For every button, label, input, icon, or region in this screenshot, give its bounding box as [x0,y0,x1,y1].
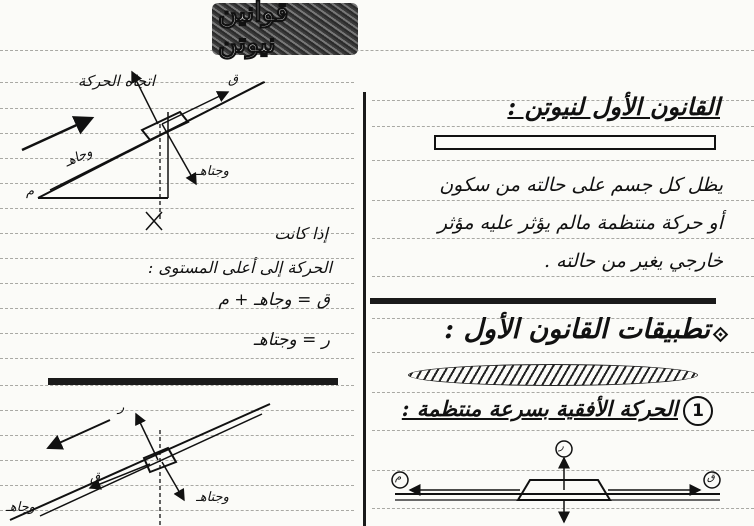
label-weight-cos: وجتاهـ [196,164,229,179]
application-1-title: الحركة الأفقية بسرعة منتظمة : [401,396,678,421]
label-normal-r-lower: ر [118,400,125,415]
equation-force: ق = وجاهـ + م [218,290,330,310]
motion-direction-label: اتجاه الحركة [77,72,155,90]
lower-incline-diagram [10,404,270,526]
applications-heading: تطبيقات القانون الأول : [444,314,710,345]
law-statement-line-3: خارجي يغير من حالته . [543,250,723,272]
application-number-badge: 1 [683,396,713,426]
condition-label: إذا كانت [274,224,328,243]
label-force-q-lower: ق [90,470,101,485]
motion-up-label: الحركة إلى أعلى المستوى : [147,258,332,277]
upper-incline-diagram [22,72,265,230]
equation-normal: ر = وجتاهـ [253,330,330,350]
label-left-force: م [395,472,402,483]
label-force-q: ق [228,72,239,87]
law-statement-line-2: أو حركة منتظمة مالم يؤثر عليه مؤثر [437,212,723,234]
law-statement-line-1: يظل كل جسم على حالته من سكون [439,174,723,196]
page-title: قوانين نيوتن [218,0,289,59]
label-r-circle: ر [559,441,564,452]
label-weight-cos-lower: وجتاهـ [196,490,229,505]
label-weight-sin-lower: وجاهـ [6,500,35,515]
label-friction-m: م [26,184,35,199]
label-weight-sin: وجاهـ [62,144,95,171]
first-law-heading: القانون الأول لنيوتن : [507,92,720,121]
label-right-force: ق [707,472,715,483]
horizontal-motion-diagram [392,441,720,522]
